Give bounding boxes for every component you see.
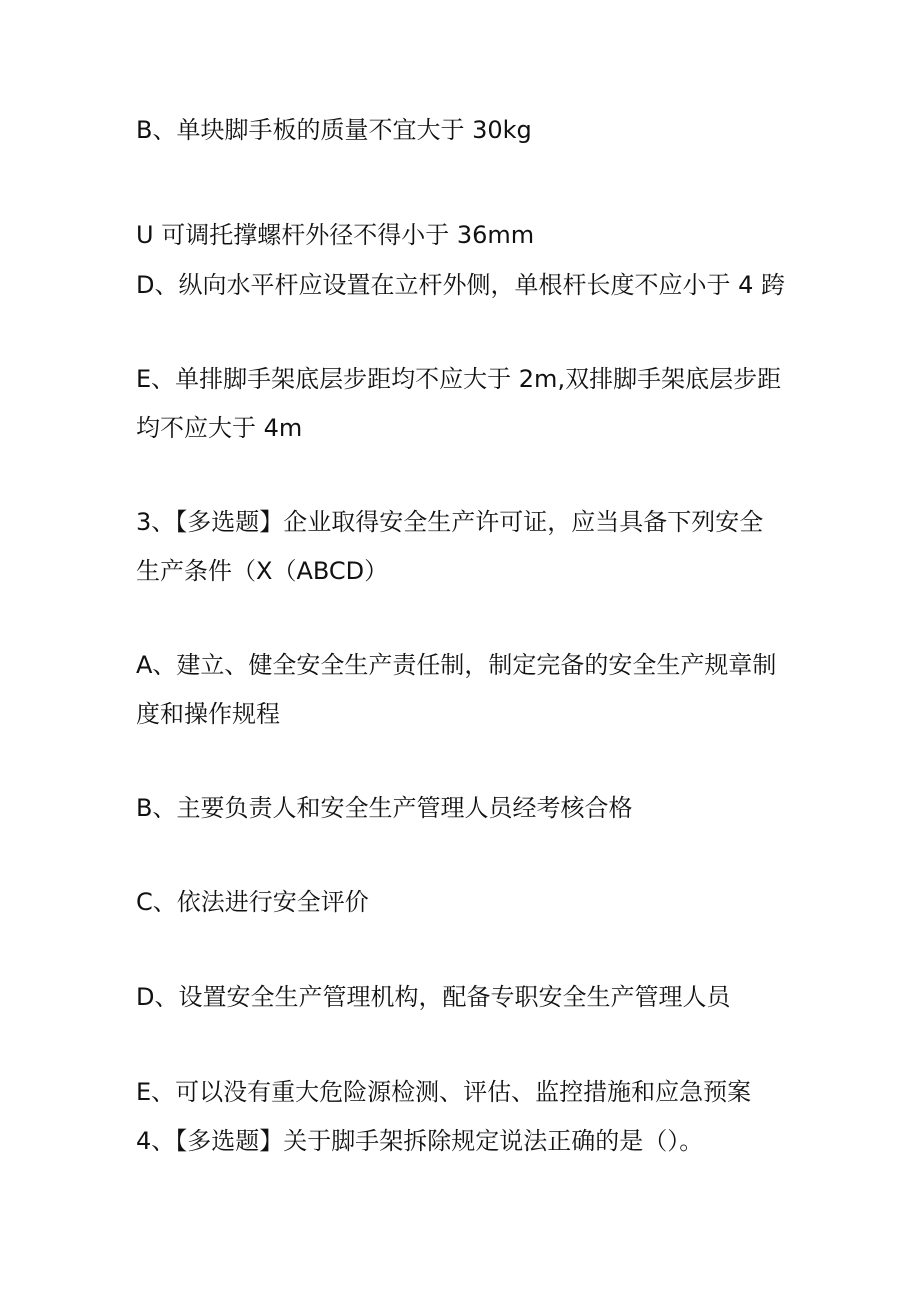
question-3-text-line1: 3、【多选题】企业取得安全生产许可证，应当具备下列安全: [136, 508, 764, 536]
q3-option-e: E、可以没有重大危险源检测、评估、监控措施和应急预案: [136, 1078, 752, 1106]
option-c-text: U 可调托撑螺杆外径不得小于 36mm: [136, 221, 535, 249]
option-e-text-line1: E、单排脚手架底层步距均不应大于 2m,双排脚手架底层步距: [136, 365, 782, 393]
q3-option-a-line1: A、建立、健全安全生产责任制，制定完备的安全生产规章制: [136, 651, 777, 679]
option-e-text-line2: 均不应大于 4m: [136, 414, 303, 442]
q3-option-a-line2: 度和操作规程: [136, 700, 280, 728]
question-4-text: 4、【多选题】关于脚手架拆除规定说法正确的是（）。: [136, 1127, 704, 1155]
option-d-text: D、纵向水平杆应设置在立杆外侧，单根杆长度不应小于 4 跨: [136, 271, 786, 299]
q3-option-d: D、设置安全生产管理机构，配备专职安全生产管理人员: [136, 983, 731, 1011]
q3-option-c: C、依法进行安全评价: [136, 888, 369, 916]
option-b-text: B、单块脚手板的质量不宜大于 30kg: [136, 116, 532, 144]
q3-option-b: B、主要负责人和安全生产管理人员经考核合格: [136, 794, 633, 822]
question-3-text-line2: 生产条件（X（ABCD）: [136, 557, 389, 585]
